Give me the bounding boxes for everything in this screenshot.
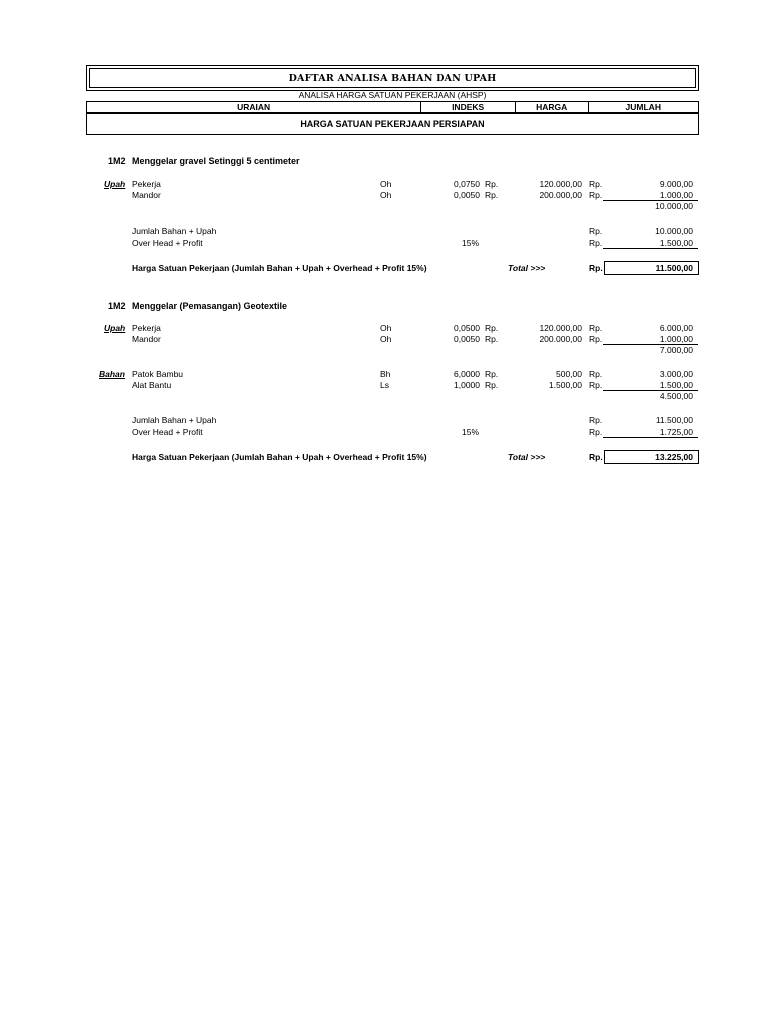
group-label-upah: Upah	[104, 323, 126, 333]
row-name: Pekerja	[132, 323, 161, 333]
row-amount: 9.000,00	[659, 179, 693, 189]
row-name: Pekerja	[132, 179, 161, 189]
row-amount: 3.000,00	[659, 369, 693, 379]
overhead-value: 1.500,00	[659, 238, 693, 248]
row-index: 0,0750	[454, 179, 480, 189]
row-currency: Rp.	[589, 323, 603, 333]
row-unit: Bh	[380, 369, 391, 379]
row-currency: Rp.	[589, 179, 603, 189]
jumlah-currency: Rp.	[589, 415, 603, 425]
row-amount: 6.000,00	[659, 323, 693, 333]
row-index: 0,0050	[454, 334, 480, 344]
row-currency: Rp.	[485, 334, 499, 344]
overhead-label: Over Head + Profit	[132, 427, 203, 437]
column-header-harga: HARGA	[516, 102, 589, 112]
row-index: 0,0500	[454, 323, 480, 333]
group-subtotal: 7.000,00	[659, 345, 693, 355]
overhead-rule	[603, 248, 698, 249]
total-label: Total >>>	[508, 452, 546, 462]
item-title: Menggelar (Pemasangan) Geotextile	[132, 301, 288, 311]
total-currency: Rp.	[589, 263, 603, 273]
row-currency: Rp.	[485, 179, 499, 189]
document-subtitle: ANALISA HARGA SATUAN PEKERJAAN (AHSP)	[298, 90, 487, 100]
column-header-indeks: INDEKS	[421, 102, 516, 112]
row-name: Mandor	[132, 190, 161, 200]
jumlah-label: Jumlah Bahan + Upah	[132, 226, 217, 236]
item-code: 1M2	[108, 301, 126, 311]
total-currency: Rp.	[589, 452, 603, 462]
jumlah-value: 11.500,00	[655, 415, 693, 425]
overhead-value: 1.725,00	[659, 427, 693, 437]
row-currency: Rp.	[589, 190, 603, 200]
row-unit: Oh	[380, 323, 392, 333]
item-code: 1M2	[108, 156, 126, 166]
overhead-label: Over Head + Profit	[132, 238, 203, 248]
section-title: HARGA SATUAN PEKERJAAN PERSIAPAN	[86, 113, 699, 135]
overhead-percent: 15%	[462, 238, 480, 248]
total-value: 11.500,00	[655, 263, 693, 273]
column-header-row	[86, 101, 699, 113]
row-index: 0,0050	[454, 190, 480, 200]
total-label: Total >>>	[508, 263, 546, 273]
document-title: DAFTAR ANALISA BAHAN DAN UPAH	[288, 72, 497, 84]
row-name: Alat Bantu	[132, 380, 172, 390]
row-currency: Rp.	[589, 369, 603, 379]
total-value: 13.225,00	[655, 452, 693, 462]
row-price: 120.000,00	[539, 323, 582, 333]
row-amount: 1.000,00	[659, 190, 693, 200]
row-price: 120.000,00	[539, 179, 582, 189]
harga-satuan-label: Harga Satuan Pekerjaan (Jumlah Bahan + Upah + Overhead + Profit 15%)	[132, 263, 427, 273]
group-subtotal: 4.500,00	[659, 391, 693, 401]
row-name: Mandor	[132, 334, 161, 344]
row-currency: Rp.	[485, 369, 499, 379]
row-price: 200.000,00	[539, 334, 582, 344]
row-price: 200.000,00	[539, 190, 582, 200]
row-name: Patok Bambu	[132, 369, 184, 379]
jumlah-label: Jumlah Bahan + Upah	[132, 415, 217, 425]
row-price: 500,00	[556, 369, 582, 379]
document-title-box	[86, 65, 699, 91]
row-currency: Rp.	[485, 380, 499, 390]
column-header-uraian: URAIAN	[87, 102, 421, 112]
row-amount: 1.500,00	[659, 380, 693, 390]
overhead-currency: Rp.	[589, 238, 603, 248]
row-unit: Oh	[380, 190, 392, 200]
overhead-percent: 15%	[462, 427, 480, 437]
harga-satuan-label: Harga Satuan Pekerjaan (Jumlah Bahan + Upah + Overhead + Profit 15%)	[132, 452, 427, 462]
row-unit: Ls	[380, 380, 389, 390]
jumlah-value: 10.000,00	[655, 226, 693, 236]
column-header-jumlah: JUMLAH	[625, 102, 661, 112]
row-currency: Rp.	[485, 323, 499, 333]
row-amount: 1.000,00	[659, 334, 693, 344]
row-unit: Oh	[380, 334, 392, 344]
jumlah-currency: Rp.	[589, 226, 603, 236]
overhead-rule	[603, 437, 698, 438]
row-currency: Rp.	[589, 380, 603, 390]
group-subtotal: 10.000,00	[655, 201, 693, 211]
overhead-currency: Rp.	[589, 427, 603, 437]
row-currency: Rp.	[589, 334, 603, 344]
row-index: 1,0000	[454, 380, 480, 390]
group-label-upah: Upah	[104, 179, 126, 189]
document-title-inner	[89, 68, 696, 88]
row-unit: Oh	[380, 179, 392, 189]
row-currency: Rp.	[485, 190, 499, 200]
item-title: Menggelar gravel Setinggi 5 centimeter	[132, 156, 300, 166]
row-index: 6,0000	[454, 369, 480, 379]
group-label-bahan: Bahan	[99, 369, 125, 379]
row-price: 1.500,00	[548, 380, 582, 390]
